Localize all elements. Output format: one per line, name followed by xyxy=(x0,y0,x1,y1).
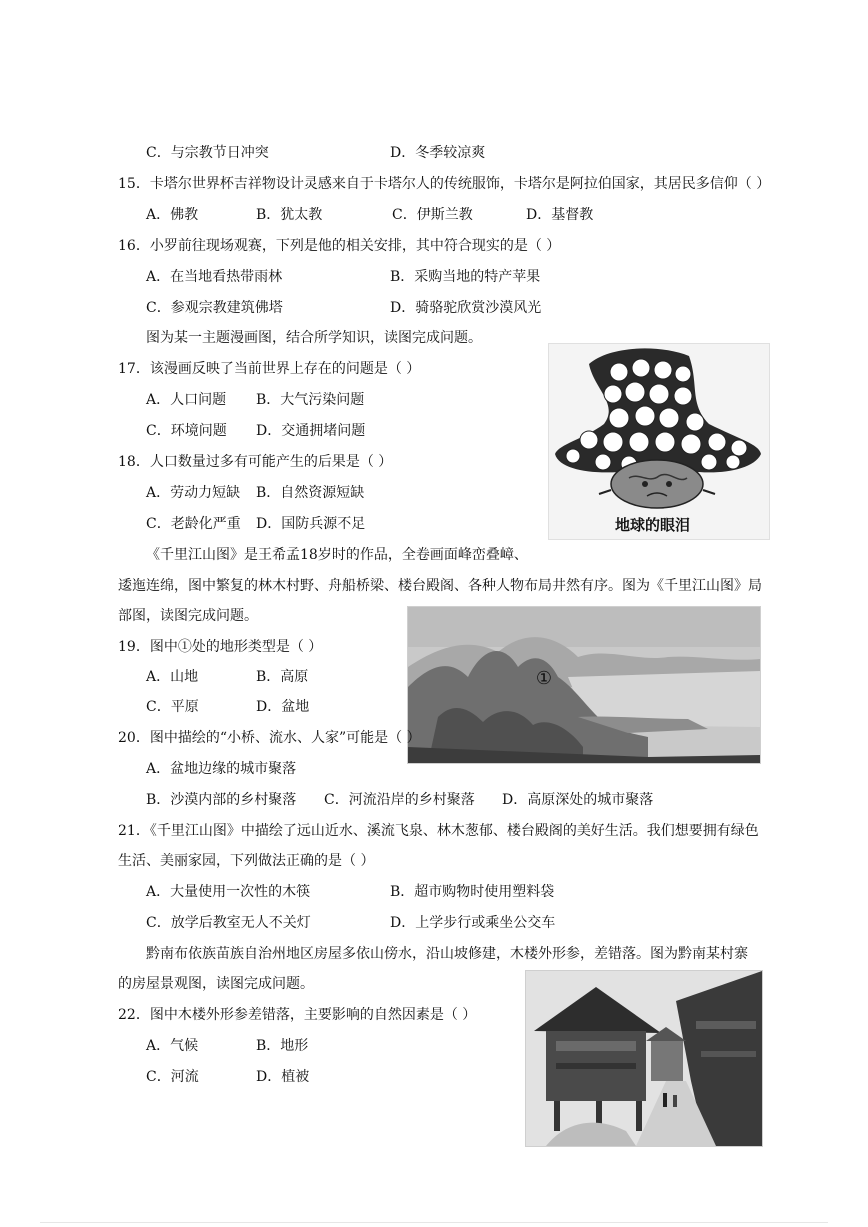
painting-intro-line3: 部图，读图完成问题。 xyxy=(118,608,258,624)
painting-intro-line1: 《千里江山图》是王希孟18岁时的作品，全卷画面峰峦叠嶂、 xyxy=(146,547,528,563)
page-bottom-divider xyxy=(40,1222,828,1223)
crowd-cartoon-illustration xyxy=(549,344,769,539)
q15-stem: 15．卡塔尔世界杯吉祥物设计灵感来自于卡塔尔人的传统服饰，卡塔尔是阿拉伯国家，其居民多信仰（ ） xyxy=(118,176,771,192)
q14-option-c: C．与宗教节日冲突 xyxy=(146,145,269,161)
q20-option-c: C．河流沿岸的乡村聚落 xyxy=(324,792,475,808)
landscape-painting-figure xyxy=(407,606,761,764)
q22-option-d: D．植被 xyxy=(256,1069,310,1085)
q22-option-b: B．地形 xyxy=(256,1038,309,1054)
q16-option-d: D．骑骆驼欣赏沙漠风光 xyxy=(390,300,542,316)
q22-option-c: C．河流 xyxy=(146,1069,199,1085)
q19-option-b: B．高原 xyxy=(256,669,309,685)
q15-option-b: B．犹太教 xyxy=(256,207,323,223)
q16-option-c: C．参观宗教建筑佛塔 xyxy=(146,300,283,316)
q16-stem: 16．小罗前往现场观赛，下列是他的相关安排，其中符合现实的是（ ） xyxy=(118,238,561,254)
q17-option-a: A．人口问题 xyxy=(146,392,227,408)
q21-option-d: D．上学步行或乘坐公交车 xyxy=(390,915,556,931)
q22-option-a: A．气候 xyxy=(146,1038,199,1054)
q20-option-d: D．高原深处的城市聚落 xyxy=(502,792,654,808)
q15-option-c: C．伊斯兰教 xyxy=(392,207,473,223)
q15-option-a: A．佛教 xyxy=(146,207,199,223)
q18-option-c: C．老龄化严重 xyxy=(146,516,241,532)
cartoon-intro: 图为某一主题漫画图，结合所学知识，读图完成问题。 xyxy=(146,330,482,346)
village-photo-figure xyxy=(525,970,763,1147)
q21-option-c: C．放学后教室无人不关灯 xyxy=(146,915,311,931)
q19-stem: 19．图中①处的地形类型是（ ） xyxy=(118,639,323,655)
q20-option-a: A．盆地边缘的城市聚落 xyxy=(146,761,297,777)
village-intro-line2: 的房屋景观图，读图完成问题。 xyxy=(118,976,314,992)
q17-stem: 17．该漫画反映了当前世界上存在的问题是（ ） xyxy=(118,361,421,377)
q22-stem: 22．图中木楼外形参差错落，主要影响的自然因素是（ ） xyxy=(118,1007,477,1023)
q17-option-d: D．交通拥堵问题 xyxy=(256,423,366,439)
q16-option-b: B．采购当地的特产苹果 xyxy=(390,269,541,285)
q21-stem-line1: 21．《千里江山图》中描绘了远山近水、溪流飞泉、林木葱郁、楼台殿阁的美好生活。我们想要拥有绿色 xyxy=(118,823,759,839)
q20-option-b: B．沙漠内部的乡村聚落 xyxy=(146,792,297,808)
q21-option-b: B．超市购物时使用塑料袋 xyxy=(390,884,555,900)
q18-option-b: B．自然资源短缺 xyxy=(256,485,365,501)
q21-stem-line2: 生活、美丽家园，下列做法正确的是（ ） xyxy=(118,853,375,869)
painting-intro-line2: 逶迤连绵，图中繁复的林木村野、舟船桥梁、楼台殿阁、各种人物布局井然有序。图为《千里江山图》局 xyxy=(118,578,762,594)
q16-option-a: A．在当地看热带雨林 xyxy=(146,269,283,285)
q15-option-d: D．基督教 xyxy=(526,207,594,223)
q18-stem: 18．人口数量过多有可能产生的后果是（ ） xyxy=(118,454,393,470)
cartoon-figure xyxy=(548,343,770,540)
landscape-painting-illustration xyxy=(408,607,760,763)
q19-option-a: A．山地 xyxy=(146,669,199,685)
cartoon-caption: 地球的眼泪 xyxy=(615,516,691,534)
wooden-houses-illustration xyxy=(526,971,762,1146)
q18-option-d: D．国防兵源不足 xyxy=(256,516,366,532)
q20-stem: 20．图中描绘的“小桥、流水、人家”可能是（ ） xyxy=(118,730,421,746)
village-intro-line1: 黔南布依族苗族自治州地区房屋多依山傍水，沿山坡修建，木楼外形参，差错落。图为黔南某村寨 xyxy=(146,946,748,962)
q17-option-b: B．大气污染问题 xyxy=(256,392,365,408)
q19-option-d: D．盆地 xyxy=(256,699,310,715)
q19-option-c: C．平原 xyxy=(146,699,199,715)
q17-option-c: C．环境问题 xyxy=(146,423,227,439)
q21-option-a: A．大量使用一次性的木筷 xyxy=(146,884,311,900)
q18-option-a: A．劳动力短缺 xyxy=(146,485,241,501)
painting-marker-1: ① xyxy=(535,668,553,689)
q14-option-d: D．冬季较凉爽 xyxy=(390,145,486,161)
